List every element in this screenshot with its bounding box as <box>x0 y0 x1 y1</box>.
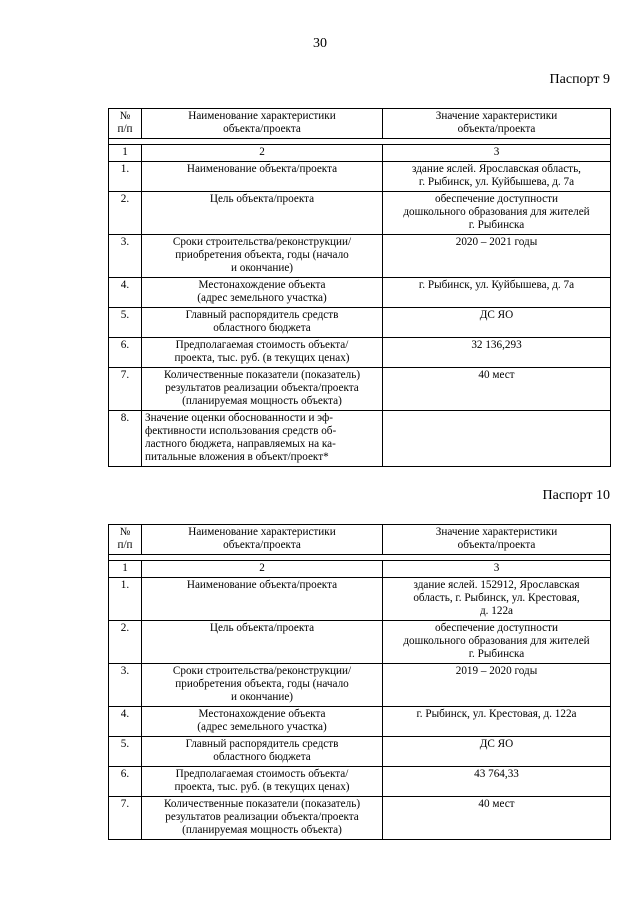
name-line: приобретения объекта, годы (начало <box>175 249 349 261</box>
value-line: здание яслей. Ярославская область, <box>412 163 581 175</box>
header-name-line1: Наименование характеристики <box>188 110 336 122</box>
header-num-line1: № <box>119 526 131 538</box>
name-line: Предполагаемая стоимость объекта/ <box>175 768 349 780</box>
header-value-line1: Значение характеристики <box>435 110 558 122</box>
value-line: 40 мест <box>478 798 515 810</box>
column-number-row <box>109 561 611 578</box>
row-number: 3. <box>109 664 142 707</box>
name-line: проекта, тыс. руб. (в текущих ценах) <box>174 781 350 793</box>
row-number: 5. <box>109 737 142 767</box>
value-line: дошкольного образования для жителей <box>403 206 590 218</box>
characteristic-name <box>142 278 383 308</box>
header-name-line2: объекта/проекта <box>223 123 301 135</box>
name-line: и окончание) <box>230 262 294 274</box>
characteristic-value <box>383 192 611 235</box>
characteristic-name <box>142 338 383 368</box>
name-line: Местонахождение объекта <box>198 279 326 291</box>
name-line: фективности использования средств об- <box>145 425 337 437</box>
row-number: 6. <box>109 767 142 797</box>
name-line: областного бюджета <box>213 322 311 334</box>
header-num-line1: № <box>119 110 131 122</box>
characteristic-name <box>142 737 383 767</box>
value-line: 2020 – 2021 годы <box>455 236 538 248</box>
table-row <box>109 707 611 737</box>
characteristic-name <box>142 621 383 664</box>
passport-10-title: Паспорт 10 <box>542 488 610 503</box>
value-line: г. Рыбинска <box>468 648 525 660</box>
characteristic-value <box>383 621 611 664</box>
name-line: (планируемая мощность объекта) <box>182 395 342 407</box>
col-number-2: 2 <box>142 561 383 578</box>
value-line: 40 мест <box>478 369 515 381</box>
table-row <box>109 278 611 308</box>
table-row <box>109 664 611 707</box>
row-number: 7. <box>109 368 142 411</box>
characteristic-name <box>142 797 383 840</box>
characteristic-value <box>383 368 611 411</box>
row-number: 1. <box>109 162 142 192</box>
name-line: Количественные показатели (показатель) <box>163 798 361 810</box>
characteristic-name <box>142 192 383 235</box>
name-line: приобретения объекта, годы (начало <box>175 678 349 690</box>
col-number-1: 1 <box>109 561 142 578</box>
characteristic-name <box>142 578 383 621</box>
page-number: 30 <box>313 36 327 51</box>
table-row <box>109 797 611 840</box>
value-line: область, г. Рыбинск, ул. Крестовая, <box>413 592 580 604</box>
table-header-row <box>109 109 611 139</box>
name-line: Наименование объекта/проекта <box>186 579 338 591</box>
characteristic-value <box>383 411 611 467</box>
characteristic-name <box>142 707 383 737</box>
name-line: Цель объекта/проекта <box>209 622 315 634</box>
value-line: г. Рыбинск, ул. Крестовая, д. 122а <box>416 708 577 720</box>
table-row <box>109 767 611 797</box>
col-number-3: 3 <box>383 145 611 162</box>
row-number: 3. <box>109 235 142 278</box>
name-line: ластного бюджета, направляемых на ка- <box>145 438 336 450</box>
name-line: проекта, тыс. руб. (в текущих ценах) <box>174 352 350 364</box>
row-number: 6. <box>109 338 142 368</box>
header-value-cell <box>383 109 611 139</box>
characteristic-name <box>142 308 383 338</box>
table-row <box>109 338 611 368</box>
value-line: г. Рыбинск, ул. Куйбышева, д. 7а <box>418 176 575 188</box>
table-row <box>109 578 611 621</box>
name-line: Наименование объекта/проекта <box>186 163 338 175</box>
passport-9-title: Паспорт 9 <box>549 72 610 87</box>
characteristic-value <box>383 308 611 338</box>
row-number: 7. <box>109 797 142 840</box>
characteristic-name <box>142 368 383 411</box>
name-line: Цель объекта/проекта <box>209 193 315 205</box>
value-line: здание яслей. 152912, Ярославская <box>413 579 580 591</box>
characteristic-value <box>383 767 611 797</box>
row-number: 2. <box>109 621 142 664</box>
table-row <box>109 411 611 467</box>
characteristic-name <box>142 767 383 797</box>
value-line: дошкольного образования для жителей <box>403 635 590 647</box>
col-number-1: 1 <box>109 145 142 162</box>
name-line: Сроки строительства/реконструкции/ <box>172 665 352 677</box>
row-number: 5. <box>109 308 142 338</box>
passport-9-rows <box>109 162 611 467</box>
passport-10-table <box>108 524 611 840</box>
name-line: результатов реализации объекта/проекта <box>165 811 359 823</box>
characteristic-name <box>142 235 383 278</box>
col-number-2: 2 <box>142 145 383 162</box>
characteristic-value <box>383 338 611 368</box>
name-line: питальные вложения в объект/проект* <box>145 451 329 463</box>
table-row <box>109 737 611 767</box>
name-line: Главный распорядитель средств <box>185 309 339 321</box>
characteristic-value <box>383 235 611 278</box>
name-line: (адрес земельного участка) <box>197 721 327 733</box>
value-line: г. Рыбинска <box>468 219 525 231</box>
name-line: (планируемая мощность объекта) <box>182 824 342 836</box>
value-line: ДС ЯО <box>479 738 514 750</box>
characteristic-value <box>383 578 611 621</box>
header-name-cell <box>142 525 383 555</box>
row-number: 4. <box>109 278 142 308</box>
name-line: областного бюджета <box>213 751 311 763</box>
col-number-3: 3 <box>383 561 611 578</box>
name-line: Количественные показатели (показатель) <box>163 369 361 381</box>
header-value-cell <box>383 525 611 555</box>
table-row <box>109 308 611 338</box>
value-line: ДС ЯО <box>479 309 514 321</box>
row-number: 2. <box>109 192 142 235</box>
table-row <box>109 162 611 192</box>
name-line: результатов реализации объекта/проекта <box>165 382 359 394</box>
characteristic-value <box>383 707 611 737</box>
characteristic-value <box>383 737 611 767</box>
characteristic-value <box>383 278 611 308</box>
passport-9-table <box>108 108 611 467</box>
header-num-cell <box>109 525 142 555</box>
value-line: 2019 – 2020 годы <box>455 665 538 677</box>
header-name-cell <box>142 109 383 139</box>
name-line: Главный распорядитель средств <box>185 738 339 750</box>
characteristic-value <box>383 797 611 840</box>
value-line: обеспечение доступности <box>435 193 558 205</box>
value-line: 43 764,33 <box>474 768 519 780</box>
header-num-cell <box>109 109 142 139</box>
name-line: Значение оценки обоснованности и эф- <box>145 412 333 424</box>
row-number: 1. <box>109 578 142 621</box>
row-number: 4. <box>109 707 142 737</box>
table-row <box>109 621 611 664</box>
name-line: Сроки строительства/реконструкции/ <box>172 236 352 248</box>
header-name-line2: объекта/проекта <box>223 539 301 551</box>
characteristic-value <box>383 664 611 707</box>
name-line: (адрес земельного участка) <box>197 292 327 304</box>
passport-10-rows <box>109 578 611 840</box>
header-value-line1: Значение характеристики <box>435 526 558 538</box>
header-num-line2: п/п <box>117 539 133 551</box>
name-line: Местонахождение объекта <box>198 708 326 720</box>
table-row <box>109 235 611 278</box>
table-row <box>109 192 611 235</box>
characteristic-name <box>142 664 383 707</box>
header-num-line2: п/п <box>117 123 133 135</box>
table-row <box>109 368 611 411</box>
value-line: г. Рыбинск, ул. Куйбышева, д. 7а <box>418 279 575 291</box>
header-value-line2: объекта/проекта <box>457 123 536 135</box>
characteristic-name <box>142 411 383 467</box>
header-value-line2: объекта/проекта <box>457 539 536 551</box>
row-number: 8. <box>109 411 142 467</box>
name-line: Предполагаемая стоимость объекта/ <box>175 339 349 351</box>
column-number-row <box>109 145 611 162</box>
characteristic-value <box>383 162 611 192</box>
value-line: 32 136,293 <box>471 339 522 351</box>
value-line: обеспечение доступности <box>435 622 558 634</box>
table-header-row <box>109 525 611 555</box>
name-line: и окончание) <box>230 691 294 703</box>
header-name-line1: Наименование характеристики <box>188 526 336 538</box>
characteristic-name <box>142 162 383 192</box>
value-line: д. 122а <box>479 605 514 617</box>
